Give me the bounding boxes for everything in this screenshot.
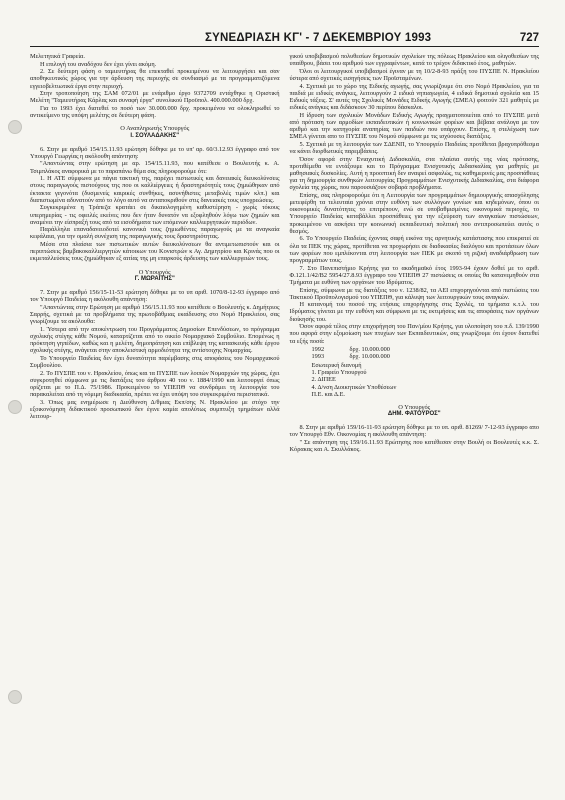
paragraph: Η ίδρυση των σχολικών Μονάδων Ειδικής Αγωγής πραγματοποιείται από το ΠΥΣΠΕ μετά από πρόταση των αρμοδίων εκπαιδευτικών ή κοινωνικών φορέων και βέβαια ανάλογα με τον αριθμό και την κατηγορία αναπηρίας των παιδιών που υπάρχουν. Επίσης, η στελέχωση των ΣΜΕΑ γίνεται απο το ΠΥΣΠΕ του Νομού σύμφωνα με τις ισχύουσες διατάξεις.: [289, 111, 539, 141]
paragraph: Όσον αφορά τέλος στην επιχορήγηση του Παν/μίου Κρήτης, για υλοποίηση του π.δ. 139/1990 που αφορά στην εξομοίωση των πτυχίων των Εκπαιδευτικών, σας γνωρίζουμε ότι έχουν διατεθεί τα εξής ποσά:: [289, 323, 539, 345]
paragraph: Μέσα στα πλαίσια των πιστωτικών αυτών διευκολύνσεων θα αντιμετωπιστούν και οι περιπτώσεις βαμβακοκαλλιεργητών κάτοικων του Κονιστρών κ Αγ. Δημητρίου και Κρινάς που οι εκμεταλλεύσεις τους ζημιώθηκαν εξ αιτίας της μη επαρκούς άρδευσης των καλλιεργειών τους.: [30, 241, 280, 263]
paragraph: Το Υπουργείο Παιδείας δεν έχει δυνατότητα παρέμβασης στις αποφάσεις του Νομαρχιακού Συμβουλίου.: [30, 354, 280, 369]
distribution-title: Εσωτερική διανομή: [311, 362, 362, 370]
distribution-item: 4. Δ/νση Διοικητικών Υποθέσεων: [311, 383, 397, 391]
signatory-name: Γ. ΜΩΡΑΪΤΗΣ": [134, 276, 175, 283]
paragraph: " Σε απάντηση της 159/16.11.93 Ερώτησης που κατέθεσαν στην Βουλή οι Βουλευτές κ.κ. Σ. Κόρακας και Α. Σκυλλάκος.: [289, 438, 539, 453]
paragraph: γικού υποβιβασμού πολυθεσίων δημοτικών σχολείων της πόλεως Ηρακλείου και ολιγοθεσίων της υπαίθρου, βάσει του αριθμού των εγγραφέντων, κατά το τρέχον διδακτικό έτος, μαθητών.: [289, 53, 539, 68]
distribution-item: 2. ΔΙΠΕΕ: [311, 376, 336, 384]
left-column: [30, 53, 280, 454]
paragraph: 7. Στην με αριθμό 156/15-11-53 ερώτηση δόθηκε με το υπ αριθ. 1070/8-12-93 έγγραφο από τον Υπουργό Παιδείας η ακόλουθη απάντηση:: [30, 288, 280, 303]
page-header: [30, 32, 539, 47]
paragraph: Η επιλογή του αναδόχου δεν έχει γίνει ακόμη.: [40, 60, 157, 68]
allocation-year: 1993: [311, 352, 325, 360]
signatory-name: ΔΗΜ. ΦΑΤΟΥΡΟΣ": [387, 411, 441, 418]
paragraph: 1. Η ΑΤΕ σύμφωνα με πάγια τακτική της, παρέχει πιστωτικές και δανειακές διευκολύνσεις στους παραγωγούς πιστούχους της που οι καλλιέργειες ή δραστηριότητές τους ζημιώθηκαν από έκτακτα γεγονότα (δυσμενείς καιρικές συνθήκες, ασυνήθιστες μεταβολές τιμών κλπ.) και διαπιστωμένα αδυνατούν από το λόγο αυτό να ανταποκριθούν στις δανειακές τους υποχρεώσεις.: [30, 175, 280, 204]
paragraph: "Απαντώντας στην Ερώτηση με αριθμό 156/15.11.93 που κατέθεσε ο Βουλευτής κ. Δημήτριος Σαρρής, σχετικά με τα προβλήματα της πρωτοβάθμιας εκαίδευσης στο Νομό Ηρακλείου, σας γνωρίζουμε τα ακόλουθα:: [30, 303, 280, 325]
paragraph: Η κατανομή του ποσού της ετήσιας επιχορήγησης στις Σχολές, τα τμήματα κ.τ.λ. του Ιδρύματος γίνεται με την ευθύνη και σύμφωνα με τις εκτιμήσεις και τις αποφάσεις των οργάνων διοίκησής του.: [289, 301, 539, 323]
allocation-amount: δρχ. 10.000.000: [349, 345, 390, 353]
paragraph: 5. Σχετικά με τη λειτουργία των ΣΔΕΝΠ, το Υπουργείο Παιδείας προτίθεται βραχυπρόθεσμα να κάνει διορθωτικές παρεμβάσεις.: [289, 140, 539, 156]
signature-block: [290, 404, 540, 419]
paragraph: 2. Το ΠΥΣΠΕ του ν. Ηρακλείου, όπως και τα ΠΥΣΠΕ των λοιπών Νομαρχιών της χώρας, έχει συγκροτηθεί σύμφωνα με τις διατάξεις του άρθρου 40 του ν. 1884/1990 και λειτουργεί όπως ορίζεται με το Π.Δ. 75/1986. Προκειμένου το ΥΠΕΠΘ να συνδράμει τη λειτουργία του παρακαλείται από τη νόμιμη διαδικασία, πρέπει να έχει υπόψη του συγκεκριμένα περιστατικά.: [30, 369, 280, 398]
paragraph: Όλοι οι λειτουργικοί υποβιβασμοί έγιναν με τη 10/2-8-93 πράξη του ΠΥΣΠΕ Ν. Ηρακλείου ύστερα από σχετικές εισηγήσεις των Προϊσταμένων.: [289, 67, 539, 82]
paragraph: 1. Ύστερα από την αποκέντρωση του Προγράμματος Δημοσίων Επενδύσεων, το πρόγραμμα σχολικής στέγης κάθε Νομού, καταρτίζεται από το οικείο Νομαρχιακό Συμβούλιο. Επομένως η πρόκτηση γηπέδων, καθώς και η μελέτη, δημοπράτηση και επίβλεψη της κατασκευής κάθε έργου σχολικής στέγης, ανάγεται στην αποκλειστική αρμοδιότητα της αντίστοιχης Νομαρχίας.: [30, 325, 280, 355]
distribution-item: Π.Ε. και Δ.Ε.: [311, 390, 345, 398]
paragraph: Στην τροποποίηση της ΣΑΜ 072/01 με ενάριθμο έργο 9372709 εντάχθηκε η Οριστική Μελέτη "Ταμιευτήρας Κάρλας και συναφή έργα" συνολικού Προϋπολ. 400.000.000 δρχ.: [30, 90, 280, 105]
paragraph: "Απαντώντας στην ερώτηση με αρ. 154/15.11.93, που κατέθεσε ο Βουλευτής κ. Α. Τσιμπλάκος αναφορικά με το παραπάνω θέμα σας πληροφορούμε ότι:: [30, 160, 280, 175]
page-number: 727: [519, 32, 539, 44]
allocation-table: [312, 346, 540, 360]
internal-distribution: [312, 362, 540, 398]
paragraph: Μελετητικά Γραφεία.: [30, 53, 85, 60]
paragraph: 6. Το Υπουργείο Παιδείας έχοντας σαφή εικόνα της αρνητικής κατάστασης που επικρατεί σε όλα τα ΠΕΚ της χώρας, προτίθεται να προχωρήσει σε διαδικασίες διαλόγου και προτάσεων όλων των φορέων που εμπλέκονται στη λειτουργία των ΠΕΚ με σκοπό τη ριζική αναδιάρθρωση των προγραμμάτων τους.: [289, 235, 539, 264]
session-title: ΣΥΝΕΔΡΙΑΣΗ ΚΓ' - 7 ΔΕΚΕΜΒΡΙΟΥ 1993: [205, 32, 432, 44]
signatory-role: Ο Υπουργός: [138, 268, 171, 276]
paragraph: 8. Στην με αριθμό 159/16-11-93 ερώτηση δόθηκε με το υπ. αριθ. 81269/ 7-12-93 έγγραφο απο τον Υπουργό Εθν. Οικονομίας η ακόλουθη απάντηση:: [289, 424, 539, 439]
signatory-name: Ι. ΣΟΥΛΑΔΑΚΗΣ": [130, 133, 180, 139]
punch-hole: [8, 400, 22, 414]
signature-block: [30, 269, 280, 284]
paragraph: Όσον αφορά στην Ενιαχυτική Διδασκαλία, στα πλαίσια αυτής της νέας πρότασης, προτιθέμεθα να εντάξουμε και το Πρόγραμμα Ενισχυτικής Διδασκαλίας για μαθητές με μαθησιακές δυσκολίες. Αυτή η προοπτική δεν αναιρεί ασφαλώς, τις καθημερινές μας προσπάθειες για τη δημιουργία συνθηκών λειτουργίας Προγραμμάτων Ενισχυτικής Διδασκαλίας, στα διάφορα σχολεία της χώρας, που παρουσιάζουν σοβαρά προβλήματα.: [289, 155, 539, 192]
punch-hole: [8, 120, 22, 134]
signatory-role: Ο Αναπληρωτής Υπουργός: [120, 125, 190, 133]
text-columns: [30, 53, 539, 454]
paragraph: Συγκεκριμένα η Τράπεζα κρατάει σε δικαιολογημένη καθυστέρηση - χωρίς τόκους υπερημερίας - τις οφειλές εκείνες που δεν ήταν δυνατόν να εξοφληθούν λόγω των ζημιών και αναμένει την είσπραξή τους από τα εισοδήματα των επόμενων καλλιεργητικών περιόδων.: [30, 204, 280, 226]
right-column: [290, 53, 540, 454]
allocation-year: 1992: [311, 345, 325, 353]
paragraph: Επίσης, σύμφωνα με τις διατάξεις του ν. 1238/82, τα ΑΕΙ επιχορηγούνται από πιστώσεις του Τακτικού Προϋπολογισμού του ΥΠΕΠΘ, για κάλυψη των λειτουργικών τους αναγκών.: [289, 286, 539, 301]
signature-block: [30, 125, 280, 140]
paragraph: 3. Όπως μας ενημέρωσε η Διεύθυνση Δ/θμιας Εκπ/σης Ν. Ηρακλείου με στόχο την εξοικονόμηση διδακτικού προσωπικού δεν έγινε καμία απολύτως συμπτυξη τμημάτων αλλά λειτουρ-: [30, 398, 280, 420]
signatory-role: Ο Υπουργός: [398, 403, 431, 411]
punch-hole: [8, 690, 22, 704]
distribution-item: 1. Γραφείο Υπουργού: [311, 369, 367, 377]
paragraph: Παράλληλα επαναδανειοδοτεί κανονικά τους ζημιωθέντες παραγωγούς με τα αναγκαία κεφάλαια, για την ομαλή συνέχιση της παραγωγικής τους δραστηριότητας.: [30, 226, 280, 241]
paragraph: Επίσης, σας πληροφορούμε ότι η Λειτουργία των προγραμμάτων δημιουργικής απασχόλησης μετεφέρθη τα τελευταία χρόνια στην ευθύνη των συλλόγων γονέων και κηδεμόνων, όπου οι οικονομικές δυνατότητες το επιτρέπουν, ενώ σε υποβαθμισμένες οικονομικά περιοχές, το Υπουργείο Παιδείας καταβάλλει προσπάθειες για την εξεύρεση των αναγκαίων πιστώσεων, προκειμένου να ασκήσει την κοινωνική εκπαιδευτική πολιτική που αντιπροσωπεύει αυτός ο θεσμός.: [289, 191, 539, 235]
allocation-amount: δρχ. 10.000.000: [349, 352, 390, 360]
paragraph: 2. Σε δεύτερη φάση ο ταμιευτήρας θα επεκταθεί προκειμένου να λειτουργήσει και σαν αποθηκευτικός χώρος για την άρδευση της περιοχής σε συνδιασμό με τα προγραμματιζόμενα εγγειοβελτιωτικά έργα στην περιοχή.: [30, 68, 280, 90]
paragraph: 6. Στην με αριθμό 154/15.11.93 ερώτηση δόθηκε με το υπ' αρ. 60/3.12.93 έγγραφο από τον Υπουργό Γεωργίας η ακόλουθη απάντηση:: [30, 145, 280, 160]
paragraph: 4. Σχετικά με το χώρο της Ειδικής αγωγής, σας γνωρίζουμε ότι στο Νομό Ηρακλείου, για τα παιδιά με ειδικές ανάγκες, λειτουργούν 2 ειδικά νηπιαγωγεία, 4 ειδικά δημοτικά σχολεία και 15 Ειδικές τάξεις. Σ' αυτές της Σχολικές Μονάδες Ειδικής Αγωγής (ΣΜΕΑ) φοιτούν 321 μαθητές με ειδικές ανάγκες και διδάσκουν 30 περίπου δάσκαλοι.: [289, 82, 539, 112]
paragraph: Για το 1993 έχει διατεθεί το ποσό των 30.000.000 δρχ. προκειμένου να ολοκληρωθεί το αντικείμενο της υπόψη μελέτης σε δεύτερη φάση.: [30, 105, 280, 120]
paragraph: 7. Στο Πανεπιστήμιο Κρήτης για το ακαδημαϊκό έτος 1993-94 έχουν δοθεί με το αριθ. Φ.121.1/42/Β2 5954/27.8.93 έγγραφο του ΥΠΕΠΘ 27 πιστώσεις οι οποίες θα κατανεμηθούν στα Τμήματα με ευθύνη των οργάνων του Ιδρύματος.: [289, 264, 539, 286]
